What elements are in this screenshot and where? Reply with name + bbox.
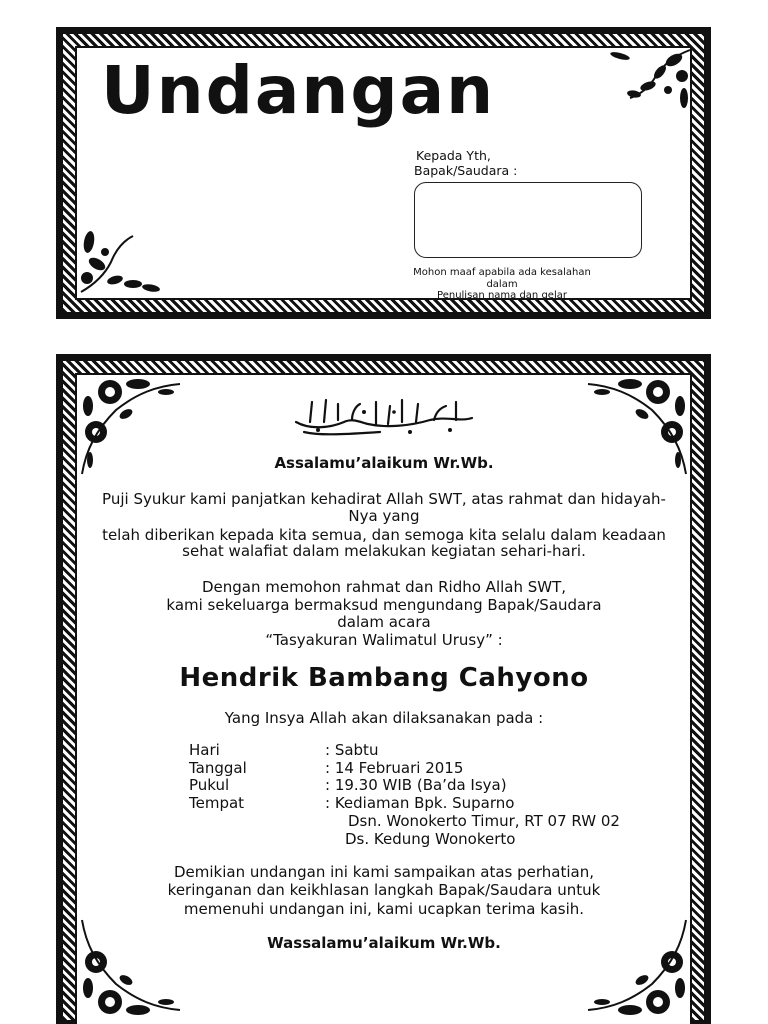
recipient-name-box: [414, 182, 642, 258]
apology-note: Mohon maaf apabila ada kesalahan: [413, 267, 591, 278]
schedule-label: Hari: [189, 741, 220, 759]
paragraph-line: kami sekeluarga bermaksud mengundang Bapak/Saudara: [166, 596, 602, 614]
schedule-label: Tanggal: [189, 759, 247, 777]
schedule-value: : Kediaman Bpk. Suparno: [325, 794, 515, 812]
schedule-intro: Yang Insya Allah akan dilaksanakan pada :: [224, 709, 544, 727]
address-line: Dsn. Wonokerto Timur, RT 07 RW 02: [348, 812, 620, 830]
schedule-label: Tempat: [189, 794, 245, 812]
floral-corner-ornament-icon: [77, 222, 167, 296]
floral-corner-ornament-icon: [604, 46, 692, 118]
apology-note: Penulisan nama dan gelar: [437, 290, 567, 301]
host-name: Hendrik Bambang Cahyono: [179, 663, 589, 693]
greeting: Assalamu’alaikum Wr.Wb.: [274, 454, 494, 472]
paragraph-line: sehat walafiat dalam melakukan kegiatan sehari-hari.: [182, 542, 586, 560]
schedule-label: Pukul: [189, 776, 230, 794]
recipient-label: Kepada Yth,: [416, 148, 491, 163]
address-line: Ds. Kedung Wonokerto: [345, 830, 516, 848]
paragraph-line: Nya yang: [348, 507, 420, 525]
schedule-value: : Sabtu: [325, 741, 379, 759]
paragraph-line: Dengan memohon rahmat dan Ridho Allah SWT,: [201, 578, 567, 596]
schedule-value: : 19.30 WIB (Ba’da Isya): [325, 776, 507, 794]
schedule-value: : 14 Februari 2015: [325, 759, 464, 777]
recipient-label: Bapak/Saudara :: [414, 163, 518, 178]
basmalah-calligraphy-icon: [290, 392, 478, 438]
farewell: Wassalamu’alaikum Wr.Wb.: [267, 934, 501, 952]
closing-line: Demikian undangan ini kami sampaikan atas perhatian,: [174, 863, 594, 881]
paragraph-line: dalam acara: [337, 613, 431, 631]
paragraph-line: telah diberikan kepada kita semua, dan semoga kita selalu dalam keadaan: [102, 526, 666, 544]
event-name: “Tasyakuran Walimatul Urusy” :: [265, 631, 503, 649]
closing-line: keringanan dan keikhlasan langkah Bapak/Saudara untuk: [167, 881, 601, 899]
cover-title: Undangan: [101, 52, 496, 129]
closing-line: memenuhi undangan ini, kami ucapkan terima kasih.: [183, 900, 585, 918]
floral-corner-ornament-icon: [76, 916, 184, 1024]
floral-corner-ornament-icon: [584, 916, 692, 1024]
paragraph-line: Puji Syukur kami panjatkan kehadirat Allah SWT, atas rahmat dan hidayah-: [102, 490, 666, 508]
apology-note: dalam: [486, 279, 518, 290]
